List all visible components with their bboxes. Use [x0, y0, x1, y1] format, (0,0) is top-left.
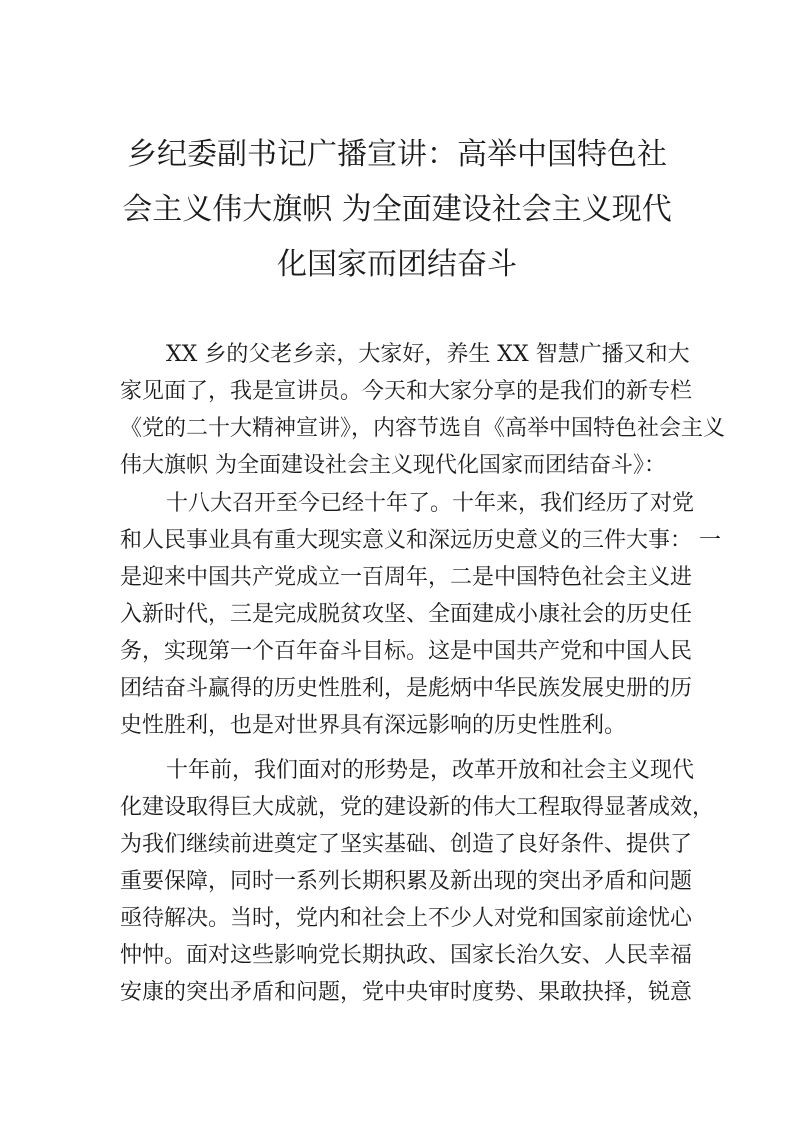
paragraph-line: 忡忡。面对这些影响党长期执政、国家长治久安、人民幸福 [120, 943, 693, 968]
paragraph-line: 务，实现第一个百年奋斗目标。这是中国共产党和中国人民 [120, 639, 693, 664]
title-line-1: 乡纪委副书记广播宣讲：高举中国特色社 [127, 137, 667, 172]
paragraph-line: 入新时代，三是完成脱贫攻坚、全面建成小康社会的历史任 [120, 602, 693, 627]
title-line-3: 化国家而团结奋斗 [277, 247, 517, 282]
paragraph-line: 家见面了，我是宣讲员。今天和大家分享的是我们的新专栏 [120, 379, 693, 404]
paragraph-line: 重要保障，同时一系列长期积累及新出现的突出矛盾和问题 [120, 869, 693, 894]
paragraph-line: 和人民事业具有重大现实意义和深远历史意义的三件大事： 一 [120, 528, 721, 553]
paragraph-line: 亟待解决。当时，党内和社会上不少人对党和国家前途忧心 [120, 906, 693, 931]
paragraph-line: 是迎来中国共产党成立一百周年，二是中国特色社会主义进 [120, 565, 693, 590]
paragraph-line: 安康的突出矛盾和问题，党中央审时度势、果敢抉择，锐意 [120, 980, 693, 1005]
title-line-2: 会主义伟大旗帜 为全面建设社会主义现代 [122, 192, 672, 227]
paragraph-line: 十年前，我们面对的形势是，改革开放和社会主义现代 [166, 758, 695, 783]
paragraph-line: 为我们继续前进奠定了坚实基础、创造了良好条件、提供了 [120, 832, 693, 857]
paragraph-line: 十八大召开至今已经十年了。十年来，我们经历了对党 [166, 491, 695, 516]
paragraph-line: 史性胜利，也是对世界具有深远影响的历史性胜利。 [120, 713, 627, 738]
paragraph-line: XX 乡的父老乡亲，大家好，养生 XX 智慧广播又和大 [166, 342, 690, 367]
paragraph-line: 团结奋斗赢得的历史性胜利，是彪炳中华民族发展史册的历 [120, 676, 693, 701]
paragraph-line: 伟大旗帜 为全面建设社会主义现代化国家而团结奋斗》： [120, 453, 666, 478]
paragraph-line: 《党的二十大精神宣讲》，内容节选自《高举中国特色社会主义 [120, 416, 726, 441]
paragraph-line: 化建设取得巨大成就，党的建设新的伟大工程取得显著成效， [120, 795, 715, 820]
